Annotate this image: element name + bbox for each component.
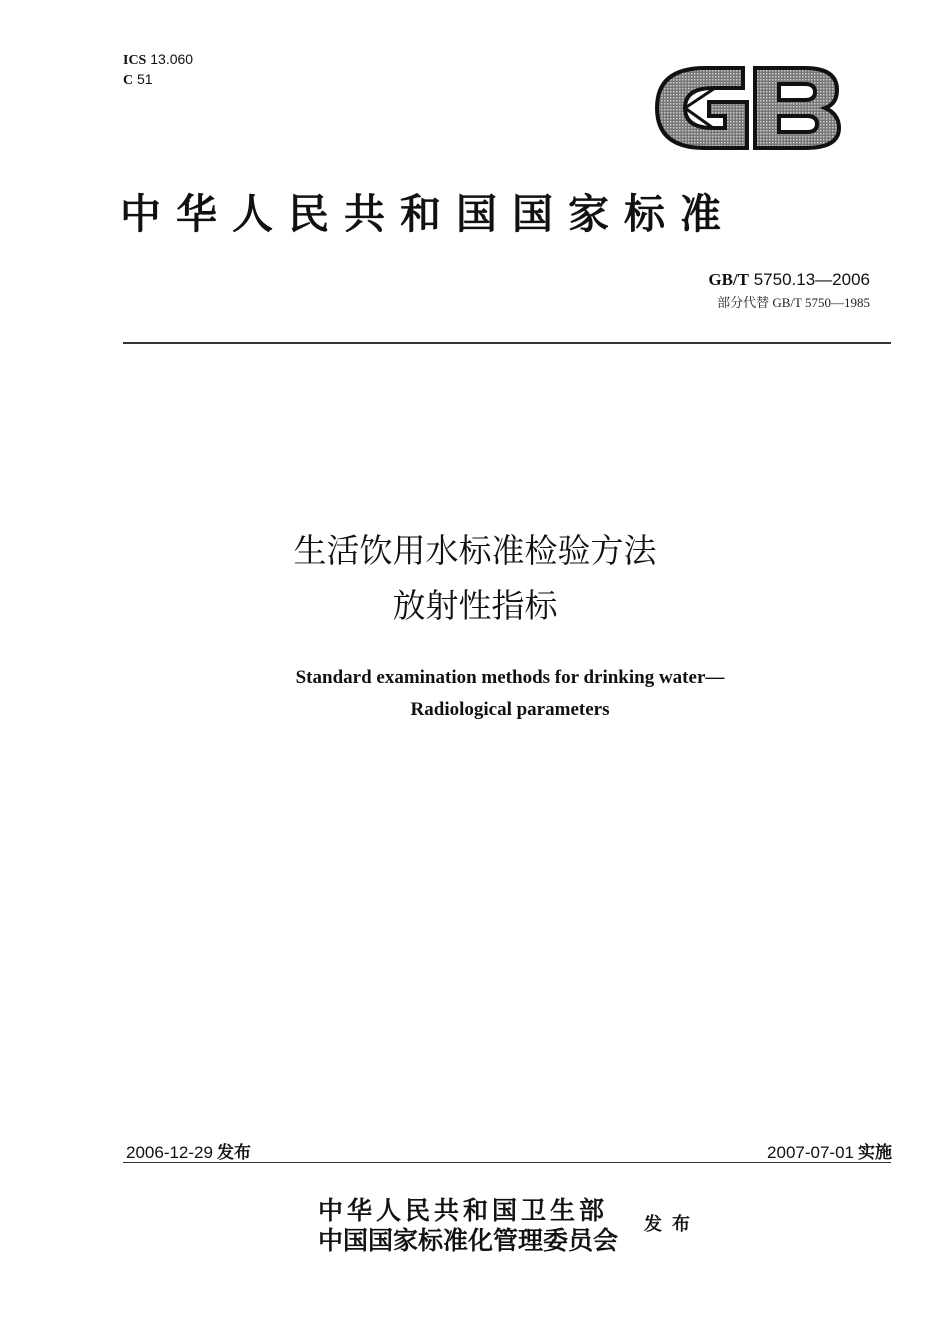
replaces-note: 部分代替 GB/T 5750—1985 [717, 295, 870, 310]
header-divider [123, 342, 891, 344]
gb-logo-icon [655, 58, 841, 158]
ccs-value: 51 [137, 71, 153, 87]
ics-value: 13.060 [150, 51, 194, 67]
issued-date-value: 2006-12-29 [126, 1143, 213, 1162]
chinese-title-line1: 生活饮用水标准检验方法 [293, 531, 657, 570]
implemented-date [767, 1138, 892, 1163]
ics-code [123, 50, 193, 70]
ccs-label: C [123, 73, 134, 88]
footer-divider [123, 1162, 891, 1163]
implemented-label: 实施 [858, 1143, 892, 1163]
issuer-line1: 中华人民共和国卫生部 [318, 1196, 609, 1225]
standard-code: 5750.13—2006 [753, 270, 870, 289]
national-standard-title: 中华人民共和国国家标准 [120, 190, 736, 238]
issued-date [126, 1138, 251, 1163]
issuer-line2: 中国国家标准化管理委员会 [318, 1226, 619, 1255]
issued-label: 发布 [216, 1143, 251, 1163]
english-title-line1: Standard examination methods for drinking water— [295, 667, 725, 688]
standard-number [708, 270, 870, 290]
publish-label: 发布 [644, 1214, 700, 1235]
ccs-code [123, 70, 193, 90]
ics-label: ICS [123, 53, 147, 68]
standard-prefix: GB/T [708, 270, 749, 289]
implemented-date-value: 2007-07-01 [767, 1143, 854, 1162]
english-title-line2: Radiological parameters [410, 699, 610, 720]
chinese-title-line2: 放射性指标 [392, 586, 558, 625]
classification-codes [123, 50, 193, 90]
